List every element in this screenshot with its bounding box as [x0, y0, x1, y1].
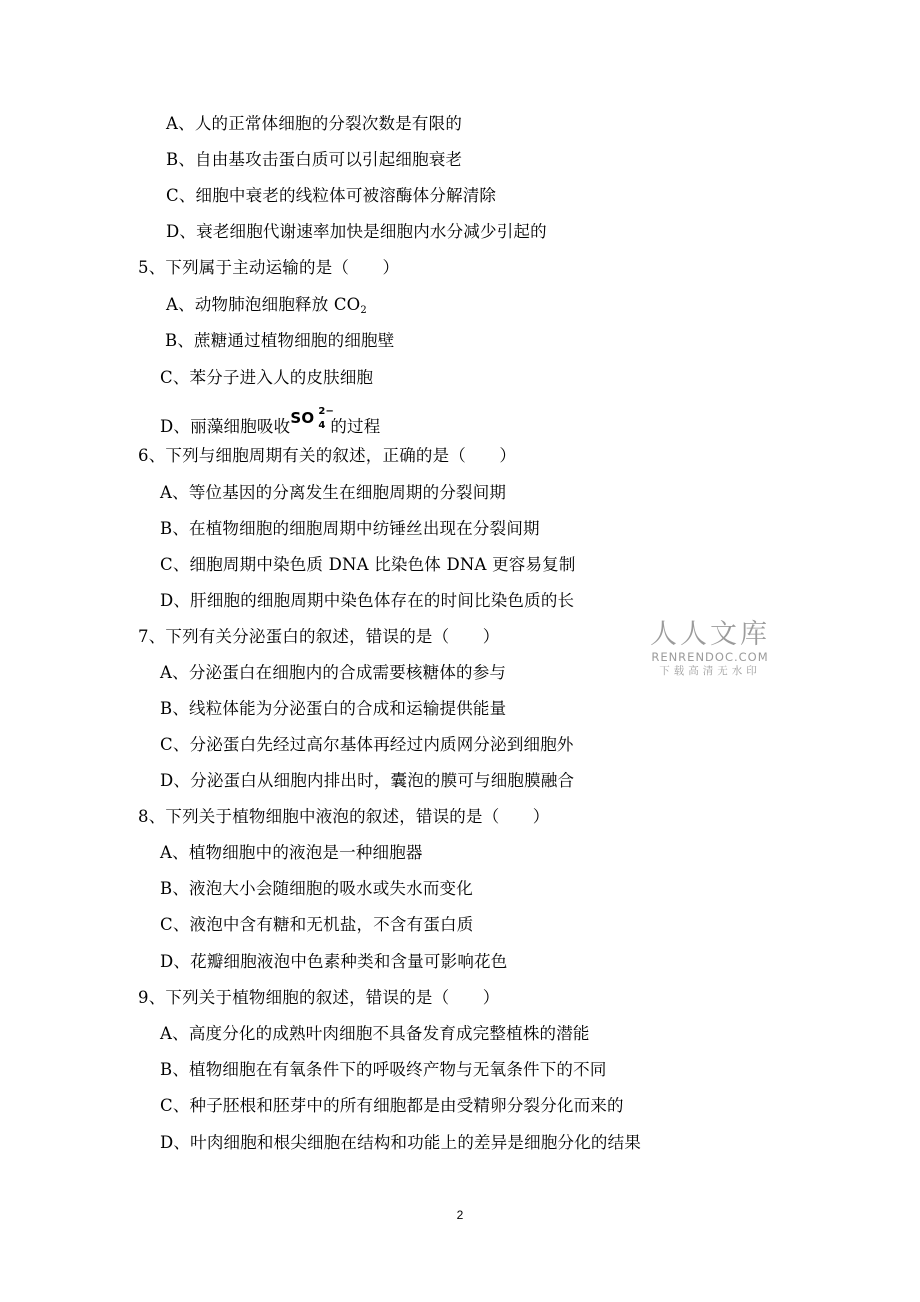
q5-option-a-text: A、动物肺泡细胞释放 CO: [166, 295, 361, 314]
watermark-url: RENRENDOC.COM: [651, 650, 769, 664]
q4-option-c: C、细胞中衰老的线粒体可被溶酶体分解清除: [166, 186, 497, 205]
watermark-logo: [646, 620, 774, 678]
sulfate-charge: 2−: [318, 406, 335, 417]
q9-option-c: C、种子胚根和胚芽中的所有细胞都是由受精卵分裂分化而来的: [160, 1096, 624, 1115]
q4-option-b: B、自由基攻击蛋白质可以引起细胞衰老: [166, 150, 463, 169]
q8-option-a: A、植物细胞中的液泡是一种细胞器: [160, 843, 423, 862]
sulfate-ion-formula: [290, 406, 335, 431]
q5-option-d-suffix: 的过程: [330, 417, 381, 436]
q5-option-c: C、苯分子进入人的皮肤细胞: [160, 368, 374, 387]
q6-option-b: B、在植物细胞的细胞周期中纺锤丝出现在分裂间期: [160, 519, 540, 538]
q5-option-a-subscript: 2: [360, 305, 367, 316]
q7-option-a: A、分泌蛋白在细胞内的合成需要核糖体的参与: [160, 663, 507, 682]
sulfate-base: SO: [290, 409, 315, 427]
q7-option-c: C、分泌蛋白先经过高尔基体再经过内质网分泌到细胞外: [160, 735, 574, 754]
q7-option-b: B、线粒体能为分泌蛋白的合成和运输提供能量: [160, 699, 507, 718]
q9-stem: 9、下列关于植物细胞的叙述，错误的是（ ）: [138, 988, 500, 1007]
watermark-subtitle: 下载高清无水印: [659, 665, 761, 677]
q8-option-c: C、液泡中含有糖和无机盐，不含有蛋白质: [160, 915, 474, 934]
q9-option-a: A、高度分化的成熟叶肉细胞不具备发育成完整植株的潜能: [160, 1024, 590, 1043]
q6-option-c: C、细胞周期中染色质 DNA 比染色体 DNA 更容易复制: [160, 555, 576, 574]
q8-option-b: B、液泡大小会随细胞的吸水或失水而变化: [160, 879, 473, 898]
q4-option-d: D、衰老细胞代谢速率加快是细胞内水分减少引起的: [166, 222, 547, 241]
q4-option-a: A、人的正常体细胞的分裂次数是有限的: [166, 114, 463, 133]
q9-option-b: B、植物细胞在有氧条件下的呼吸终产物与无氧条件下的不同: [160, 1060, 607, 1079]
q5-option-d: [160, 406, 381, 437]
q8-option-d: D、花瓣细胞液泡中色素种类和含量可影响花色: [160, 952, 508, 971]
page-number: 2: [456, 1208, 464, 1222]
q5-stem: 5、下列属于主动运输的是（ ）: [138, 258, 400, 277]
q8-stem: 8、下列关于植物细胞中液泡的叙述，错误的是（ ）: [138, 807, 550, 826]
q6-stem: 6、下列与细胞周期有关的叙述，正确的是（ ）: [138, 446, 517, 465]
q6-option-d: D、肝细胞的细胞周期中染色体存在的时间比染色质的长: [160, 591, 575, 610]
sulfate-subscript: 4: [318, 420, 326, 431]
q7-stem: 7、下列有关分泌蛋白的叙述，错误的是（ ）: [138, 627, 500, 646]
q5-option-d-prefix: D、丽藻细胞吸收: [160, 417, 291, 436]
q5-option-b: B、蔗糖通过植物细胞的细胞壁: [165, 331, 395, 350]
q6-option-a: A、等位基因的分离发生在细胞周期的分裂间期: [160, 483, 507, 502]
q9-option-d: D、叶肉细胞和根尖细胞在结构和功能上的差异是细胞分化的结果: [160, 1133, 642, 1152]
watermark-title: 人人文库: [650, 619, 770, 650]
q5-option-a: [166, 295, 367, 321]
q7-option-d: D、分泌蛋白从细胞内排出时，囊泡的膜可与细胞膜融合: [160, 771, 575, 790]
